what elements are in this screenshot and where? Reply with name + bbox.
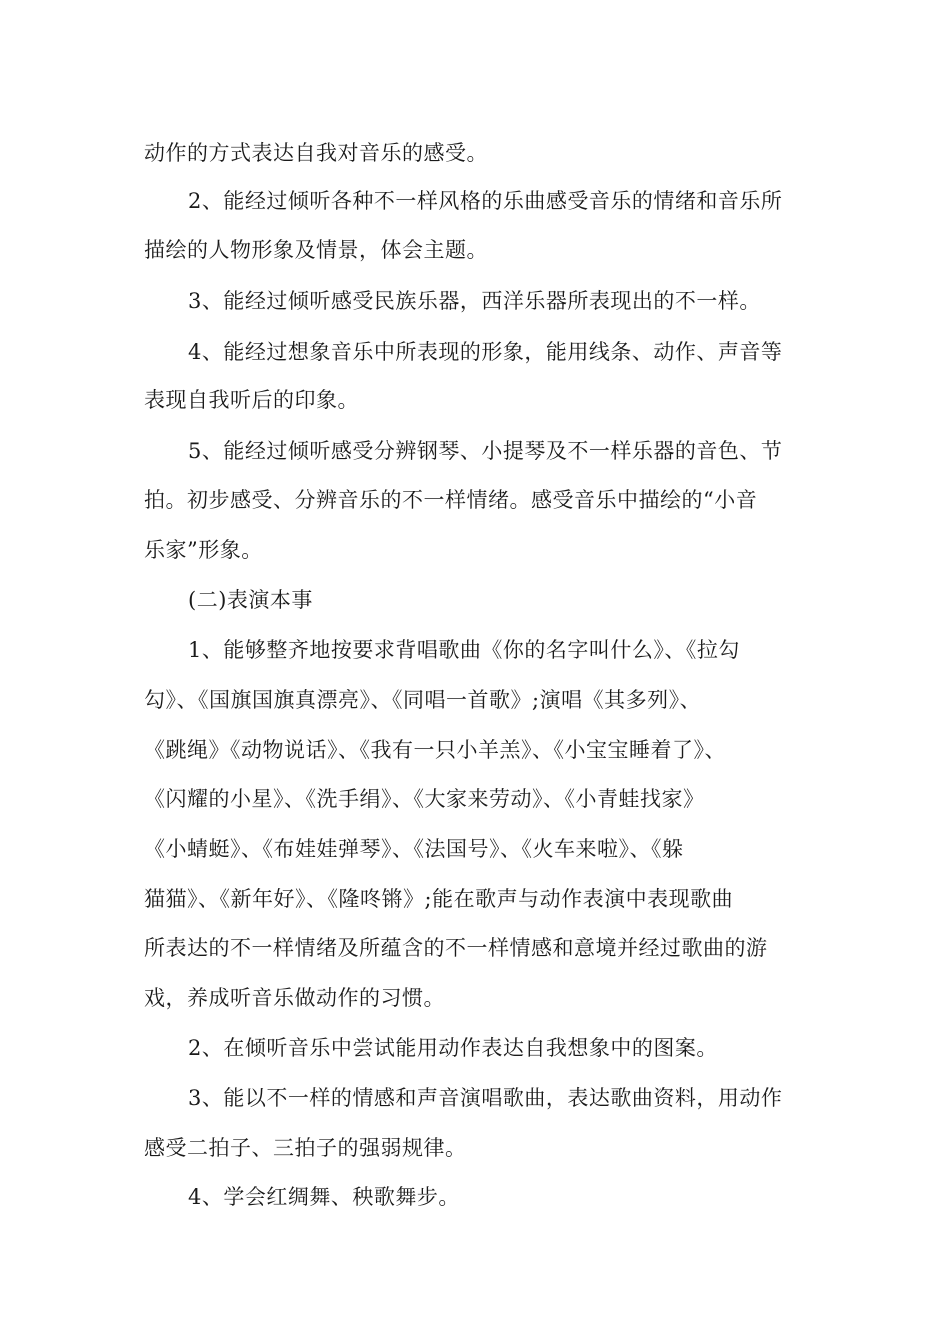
- text-line-19: 2、在倾听音乐中尝试能用动作表达自我想象中的图案。: [188, 1036, 718, 1060]
- text-line-1: 动作的方式表达自我对音乐的感受。: [144, 141, 488, 165]
- text-line-9: 乐家”形象。: [144, 538, 263, 562]
- section-heading: (二)表演本事: [188, 588, 313, 612]
- text-line-7: 5、能经过倾听感受分辨钢琴、小提琴及不一样乐器的音色、节: [188, 439, 783, 463]
- text-line-6: 表现自我听后的印象。: [144, 388, 359, 412]
- text-line-18: 戏，养成听音乐做动作的习惯。: [144, 986, 445, 1010]
- text-line-12: 勾》、《国旗国旗真漂亮》、《同唱一首歌》;演唱《其多列》、: [144, 688, 702, 712]
- text-line-13: 《跳绳》《动物说话》、《我有一只小羊羔》、《小宝宝睡着了》、: [144, 738, 726, 762]
- text-line-2: 2、能经过倾听各种不一样风格的乐曲感受音乐的情绪和音乐所: [188, 189, 783, 213]
- text-line-15: 《小蜻蜓》、《布娃娃弹琴》、《法国号》、《火车来啦》、《躲: [144, 837, 684, 861]
- text-line-22: 4、学会红绸舞、秧歌舞步。: [188, 1185, 460, 1209]
- text-line-11: 1、能够整齐地按要求背唱歌曲《你的名字叫什么》、《拉勾: [188, 638, 740, 662]
- text-line-14: 《闪耀的小星》、《洗手绢》、《大家来劳动》、《小青蛙找家》: [144, 787, 705, 811]
- text-line-3: 描绘的人物形象及情景，体会主题。: [144, 238, 488, 262]
- text-line-16: 猫猫》、《新年好》、《隆咚锵》;能在歌声与动作表演中表现歌曲: [144, 887, 734, 911]
- text-line-4: 3、能经过倾听感受民族乐器，西洋乐器所表现出的不一样。: [188, 289, 761, 313]
- text-line-17: 所表达的不一样情绪及所蕴含的不一样情感和意境并经过歌曲的游: [144, 936, 768, 960]
- text-line-5: 4、能经过想象音乐中所表现的形象，能用线条、动作、声音等: [188, 340, 783, 364]
- text-line-8: 拍。初步感受、分辨音乐的不一样情绪。感受音乐中描绘的“小音: [144, 488, 758, 512]
- text-line-21: 感受二拍子、三拍子的强弱规律。: [144, 1136, 467, 1160]
- text-line-20: 3、能以不一样的情感和声音演唱歌曲，表达歌曲资料，用动作: [188, 1086, 783, 1110]
